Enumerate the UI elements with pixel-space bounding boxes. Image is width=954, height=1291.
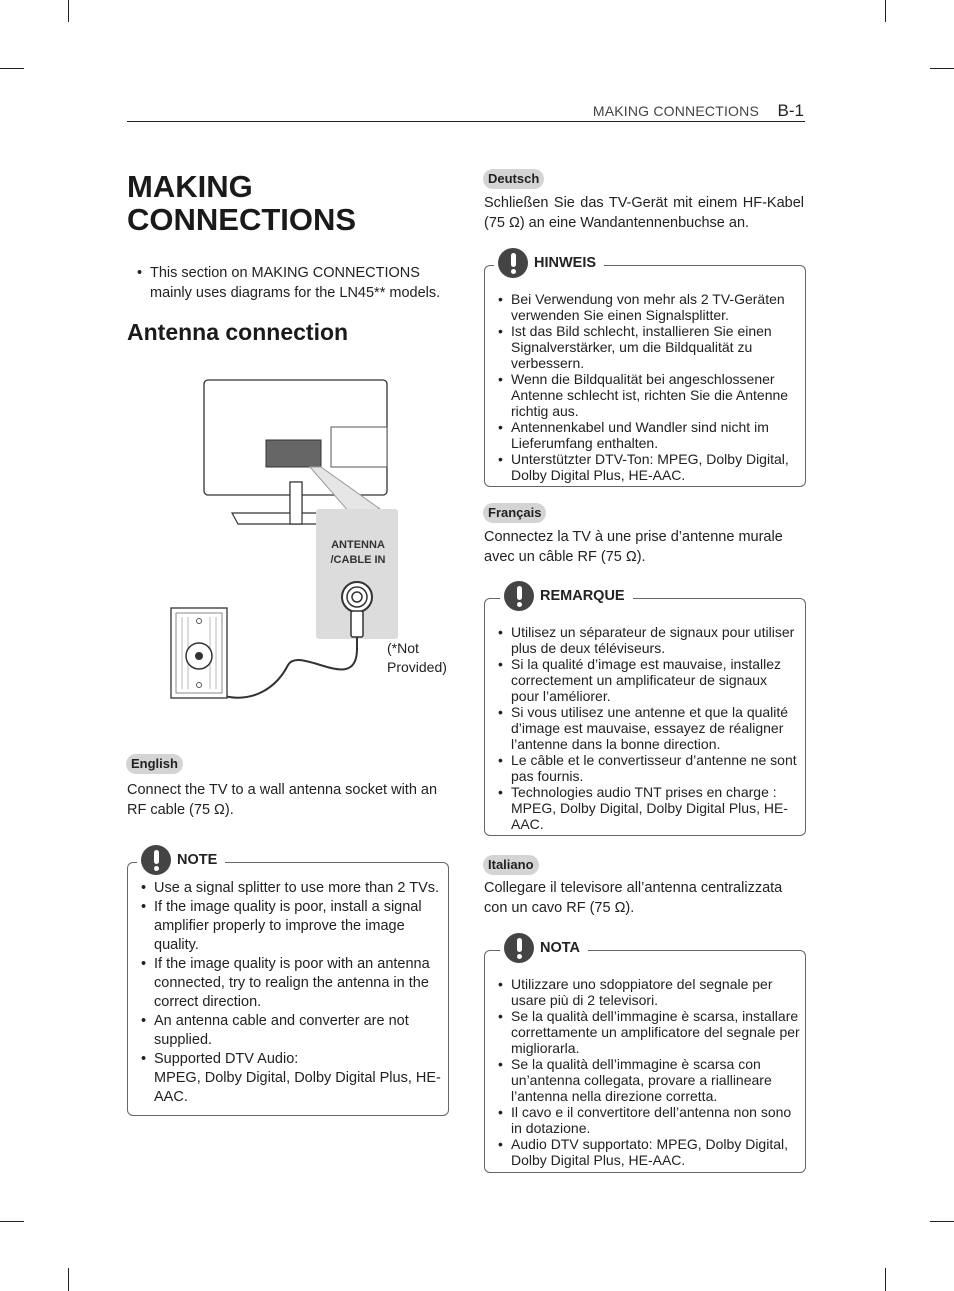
note-header xyxy=(494,246,604,280)
note-item-line: MPEG, Dolby Digital, Dolby Digital Plus, HE-AAC. xyxy=(154,1070,441,1105)
intro-list xyxy=(137,263,442,303)
note-item: • If the image quality is poor with an antenna connected, try to realign the antenna in the correct direction. xyxy=(141,955,441,1012)
not-provided-note xyxy=(387,639,447,677)
note-item: • Si vous utilisez une antenne et que la qualité d’image est mauvaise, essayez de réaligner l’antenne dans la bonne direction. xyxy=(498,704,798,752)
crop-mark xyxy=(68,0,69,22)
header-section-title: MAKING CONNECTIONS xyxy=(592,103,759,119)
note-item: • Antennenkabel und Wandler sind nicht im Lieferumfang enthalten. xyxy=(498,419,798,451)
crop-mark xyxy=(885,1268,886,1291)
francais-description: Connectez la TV à une prise d’antenne murale avec un câble RF (75 Ω). xyxy=(484,529,783,565)
note-label: REMARQUE xyxy=(540,588,625,604)
antenna-port-label-line-2: /CABLE IN xyxy=(330,554,386,566)
note-label: HINWEIS xyxy=(534,255,597,271)
deutsch-description: Schließen Sie das TV-Gerät mit einem HF-Kabel (75 Ω) an eine Wandantennenbuchse an. xyxy=(484,195,804,231)
note-header xyxy=(500,579,633,613)
antenna-connection-diagram xyxy=(160,375,460,715)
exclamation-icon xyxy=(504,581,534,611)
note-box-english xyxy=(127,852,449,1116)
header-rule xyxy=(127,121,805,122)
exclamation-icon xyxy=(498,248,528,278)
note-item: • Utilisez un séparateur de signaux pour utiliser plus de deux téléviseurs. xyxy=(498,624,798,656)
lang-tag-deutsch: Deutsch xyxy=(483,169,544,189)
italiano-description: Collegare il televisore all’antenna centralizzata con un cavo RF (75 Ω). xyxy=(484,880,783,916)
note-item xyxy=(141,1050,441,1107)
note-box-deutsch xyxy=(484,255,806,487)
page-title-line-1: MAKING xyxy=(127,169,253,204)
note-header xyxy=(137,843,225,877)
note-item: • Technologies audio TNT prises en charge : MPEG, Dolby Digital, Dolby Digital Plus, HE-AAC. xyxy=(498,784,798,832)
not-provided-line-1: (*Not xyxy=(387,640,419,656)
antenna-port-label-line-1: ANTENNA xyxy=(331,539,385,551)
section-subtitle: Antenna connection xyxy=(127,319,349,345)
note-list xyxy=(498,624,798,832)
note-item: • An antenna cable and converter are not supplied. xyxy=(141,1012,441,1050)
note-item: • Wenn die Bildqualität bei angeschlossener Antenne schlecht ist, richten Sie die Antenne richtig aus. xyxy=(498,371,798,419)
note-box-italiano xyxy=(484,940,806,1173)
note-item: • Audio DTV supportato: MPEG, Dolby Digital, Dolby Digital Plus, HE-AAC. xyxy=(498,1136,800,1168)
note-list xyxy=(498,291,798,483)
crop-mark xyxy=(930,1221,954,1222)
crop-mark xyxy=(930,68,954,69)
exclamation-icon xyxy=(504,933,534,963)
antenna-port-label xyxy=(320,538,396,568)
english-description: Connect the TV to a wall antenna socket with an RF cable (75 Ω). xyxy=(127,782,438,818)
note-item: • Le câble et le convertisseur d’antenne ne sont pas fournis. xyxy=(498,752,798,784)
note-item: • Se la qualità dell’immagine è scarsa, installare correttamente un amplificatore del segnale per migliorarla. xyxy=(498,1008,800,1056)
crop-mark xyxy=(68,1268,69,1291)
note-label: NOTA xyxy=(540,940,581,956)
note-item: • Bei Verwendung von mehr als 2 TV-Geräten verwenden Sie einen Signalsplitter. xyxy=(498,291,798,323)
crop-mark xyxy=(0,68,24,69)
note-list xyxy=(498,976,800,1168)
note-item: • Unterstützter DTV-Ton: MPEG, Dolby Digital, Dolby Digital Plus, HE-AAC. xyxy=(498,451,798,483)
note-item: • Il cavo e il convertitore dell’antenna non sono in dotazione. xyxy=(498,1104,800,1136)
note-list xyxy=(141,879,441,1107)
note-box-francais xyxy=(484,588,806,836)
note-label: NOTE xyxy=(177,852,218,868)
note-item-line: Supported DTV Audio: xyxy=(154,1051,299,1067)
page-number: B-1 xyxy=(777,101,804,120)
not-provided-line-2: Provided) xyxy=(387,659,447,675)
lang-tag-english: English xyxy=(126,754,183,774)
note-item: • Si la qualité d’image est mauvaise, installez correctement un amplificateur de signaux pour l’améliorer. xyxy=(498,656,798,704)
note-item: • If the image quality is poor, install a signal amplifier properly to improve the image quality. xyxy=(141,898,441,955)
exclamation-icon xyxy=(141,845,171,875)
note-item: • Use a signal splitter to use more than 2 TVs. xyxy=(141,879,441,898)
lang-tag-italiano: Italiano xyxy=(483,855,539,875)
lang-tag-francais: Français xyxy=(483,503,546,523)
page-title xyxy=(127,170,356,236)
crop-mark xyxy=(885,0,886,22)
crop-mark xyxy=(0,1221,24,1222)
page-title-line-2: CONNECTIONS xyxy=(127,202,357,237)
note-header xyxy=(500,931,588,965)
note-item: • Ist das Bild schlecht, installieren Sie einen Signalverstärker, um die Bildqualität zu verbessern. xyxy=(498,323,798,371)
note-item: • Se la qualità dell’immagine è scarsa con un’antenna collegata, provare a riallineare l’antenna nella direzione corretta. xyxy=(498,1056,800,1104)
intro-item: • This section on MAKING CONNECTIONS mainly uses diagrams for the LN45** models. xyxy=(137,263,442,303)
note-item: • Utilizzare uno sdoppiatore del segnale per usare più di 2 televisori. xyxy=(498,976,800,1008)
